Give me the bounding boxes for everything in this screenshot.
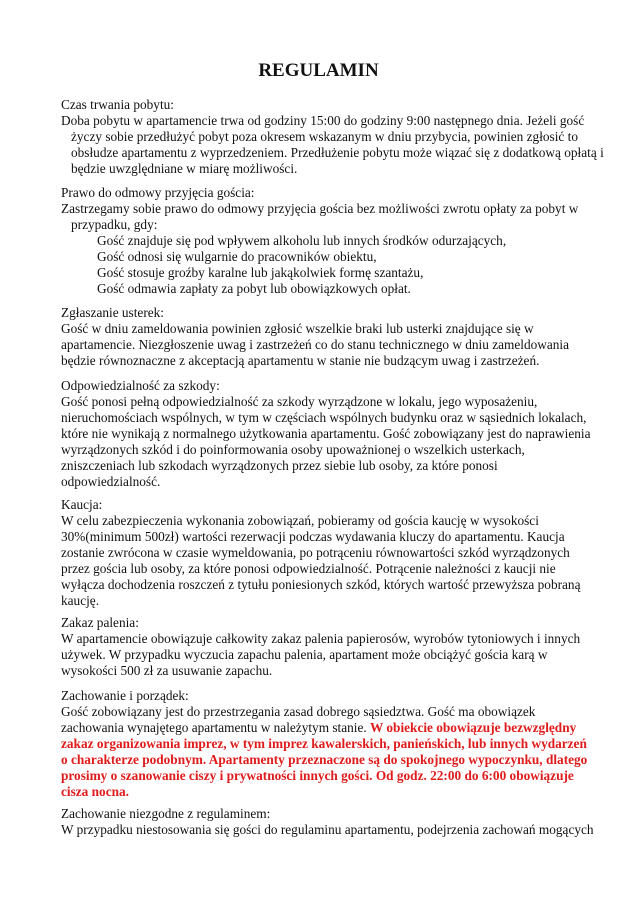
paragraph-line: Gość w dniu zameldowania powinien zgłosić wszelkie braki lub usterki znajdujące się w: [61, 321, 534, 336]
highlighted-rule-line: zakaz organizowania imprez, w tym imprez kawalerskich, panieńskich, lub innych wydarzeń: [61, 736, 587, 751]
paragraph-line: zniszczeniach lub szkodach wyrządzonych przez siebie lub osoby, za które ponosi: [61, 458, 498, 473]
section-usterki: [61, 305, 581, 369]
section-heading: Zachowanie i porządek:: [61, 688, 189, 703]
paragraph-line: życzy sobie przedłużyć pobyt poza okresem wskazanym w dniu przybycia, powinien zgłosić to: [71, 129, 578, 144]
paragraph-line: używek. W przypadku wyczucia zapachu palenia, apartament może obciążyć gościa karą w: [61, 647, 548, 662]
list-item: Gość stosuje groźby karalne lub jakąkolwiek formę szantażu,: [97, 265, 424, 280]
section-czas: [61, 97, 604, 177]
paragraph-line: Doba pobytu w apartamencie trwa od godziny 15:00 do godziny 9:00 następnego dnia. Jeżeli gość: [61, 113, 585, 128]
highlighted-rule-text: W obiekcie obowiązuje bezwzględny: [370, 720, 577, 735]
section-szkody: [61, 378, 591, 490]
highlighted-rule-line: prosimy o szanowanie ciszy i prywatności innych gości. Od godz. 22:00 do 6:00 obowiązuje: [61, 768, 574, 783]
paragraph-line: W apartamencie obowiązuje całkowity zakaz palenia papierosów, wyrobów tytoniowych i innych: [61, 631, 581, 646]
paragraph-line: wyłącza dochodzenia roszczeń z tytułu poniesionych szkód, których wartość przewyższa pobraną: [61, 577, 581, 592]
section-heading: Zakaz palenia:: [61, 615, 139, 630]
section-zachowanie: [61, 688, 588, 800]
paragraph-line: Gość zobowiązany jest do przestrzegania zasad dobrego sąsiedztwa. Gość ma obowiązek: [61, 704, 536, 719]
section-heading: Odpowiedzialność za szkody:: [61, 378, 220, 393]
paragraph-line: wysokości 500 zł za usuwanie zapachu.: [61, 663, 273, 678]
paragraph-line: obsłudze apartamentu z wyprzedzeniem. Przedłużenie pobytu może wiązać się z dodatkową opłatą i: [71, 145, 604, 160]
paragraph-line: odpowiedzialność.: [61, 474, 161, 489]
paragraph-line: które nie wynikają z normalnego użytkowania apartamentu. Gość zobowiązany jest do naprawienia: [61, 426, 591, 441]
paragraph-line: będzie równoznaczne z akceptacją apartamentu w stanie nie budzącym uwag i zastrzeżeń.: [61, 353, 540, 368]
paragraph-line: nieruchomościach wspólnych, w tym w częściach wspólnych budynku oraz w sąsiednich lokalach,: [61, 410, 587, 425]
list-item: Gość odnosi się wulgarnie do pracowników obiektu,: [97, 249, 377, 264]
paragraph-line: kaucję.: [61, 593, 100, 608]
paragraph-line: zostanie zwrócona w czasie wymeldowania, po potrąceniu równowartości szkód wyrządzonych: [61, 545, 570, 560]
section-prawo: [61, 185, 581, 297]
paragraph-line: Gość ponosi pełną odpowiedzialność za szkody wyrządzone w lokalu, jego wyposażeniu,: [61, 394, 538, 409]
paragraph-line: W celu zabezpieczenia wykonania zobowiązań, pobieramy od gościa kaucję w wysokości: [61, 513, 539, 528]
section-heading: Zachowanie niezgodne z regulaminem:: [61, 806, 271, 821]
paragraph-line: przypadku, gdy:: [71, 217, 158, 232]
paragraph-text: zachowania wynajętego apartamentu w należytym stanie.: [61, 720, 367, 735]
highlighted-rule-line: cisza nocna.: [61, 784, 129, 799]
section-heading: Czas trwania pobytu:: [61, 97, 174, 112]
section-kaucja: [61, 497, 581, 609]
paragraph-line-mixed: [61, 720, 581, 736]
paragraph-line: W przypadku niestosowania się gości do regulaminu apartamentu, podejrzenia zachowań mogących: [61, 822, 594, 837]
paragraph-line: 30%(minimum 500zł) wartości rezerwacji podczas wydawania kluczy do apartamentu. Kaucja: [61, 529, 565, 544]
list-item: Gość odmawia zapłaty za pobyt lub obowiązkowych opłat.: [97, 281, 411, 296]
highlighted-rule-line: o charakterze podobnym. Apartamenty przeznaczone są do spokojnego wypoczynku, dlatego: [61, 752, 588, 767]
paragraph-line: przez gościa lub osoby, za które ponosi odpowiedzialność. Potrącenie należności z kaucji nie: [61, 561, 556, 576]
section-heading: Kaucja:: [61, 497, 103, 512]
section-niezgodne: [61, 806, 594, 838]
paragraph-line: Zastrzegamy sobie prawo do odmowy przyjęcia gościa bez możliwości zwrotu opłaty za pobyt w: [61, 201, 579, 216]
section-heading: Zgłaszanie usterek:: [61, 305, 165, 320]
document-title: REGULAMIN: [258, 60, 379, 81]
paragraph-line: będzie uwzględniane w miarę możliwości.: [71, 161, 298, 176]
section-heading: Prawo do odmowy przyjęcia gościa:: [61, 185, 255, 200]
list-item: Gość znajduje się pod wpływem alkoholu lub innych środków odurzających,: [97, 233, 507, 248]
paragraph-line: apartamencie. Niezgłoszenie uwag i zastrzeżeń co do stanu technicznego w dniu zameldowania: [61, 337, 570, 352]
section-palenie: [61, 615, 581, 679]
paragraph-line: wyrządzonych szkód i do poinformowania osoby upoważnionej o wszelkich usterkach,: [61, 442, 525, 457]
